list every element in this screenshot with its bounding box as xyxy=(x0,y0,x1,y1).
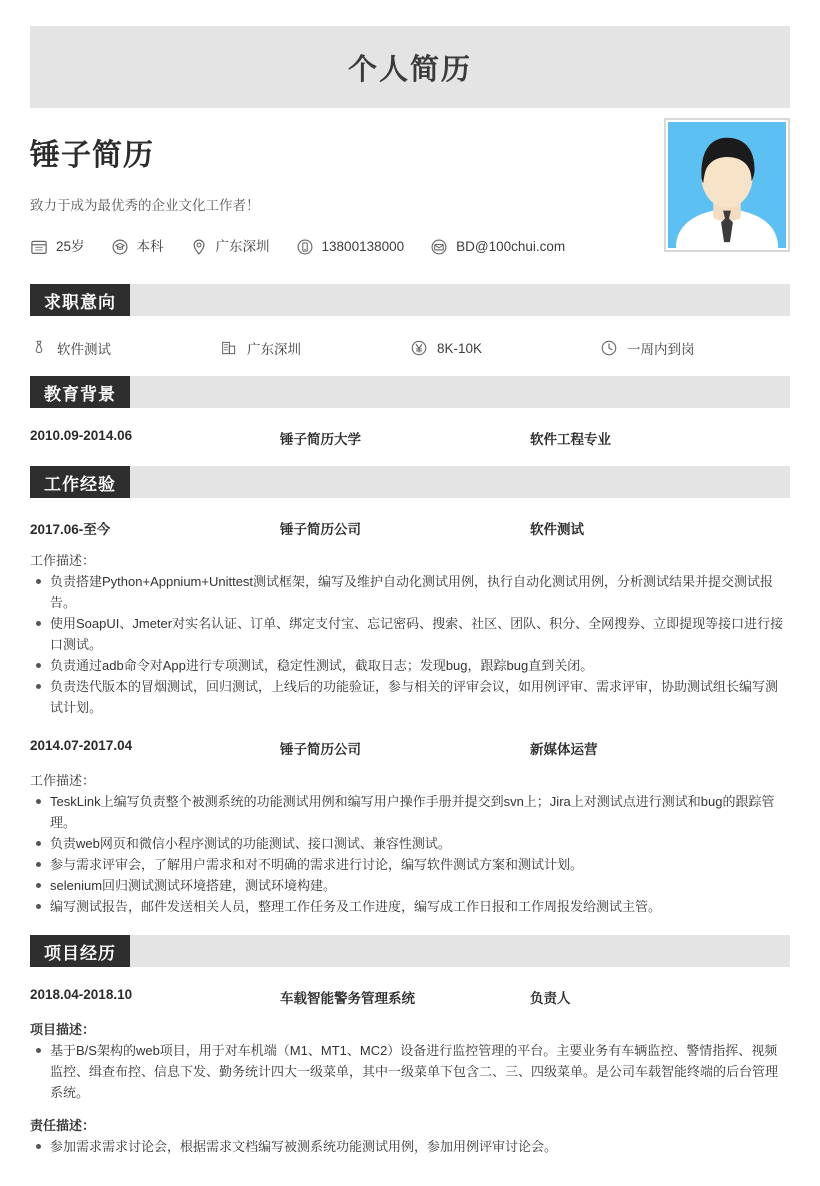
list-item: 负责通过adb命令对App进行专项测试，稳定性测试，截取日志；发现bug，跟踪bug直到关闭。 xyxy=(30,655,790,676)
list-item: selenium回归测试测试环境搭建，测试环境构建。 xyxy=(30,875,790,896)
contact-location xyxy=(190,238,270,256)
work-desc-label: 工作描述： xyxy=(30,773,96,788)
location-pin-icon xyxy=(190,238,208,256)
avatar-illustration xyxy=(668,122,786,248)
list-item: 参与需求评审会，了解用户需求和对不明确的需求进行讨论，编写软件测试方案和测试计划。 xyxy=(30,854,790,875)
education-school: 锤子简历大学 xyxy=(280,432,361,447)
candidate-name: 锤子简历 xyxy=(30,139,154,172)
section-bar-fill xyxy=(130,466,790,498)
avatar xyxy=(664,118,790,252)
contact-email-value: BD@100chui.com xyxy=(456,239,566,254)
education-major: 软件工程专业 xyxy=(530,432,611,447)
section-bar-fill xyxy=(130,376,790,408)
list-item: 负责搭建Python+Appnium+Unittest测试框架，编写及维护自动化测试用例，执行自动化测试用例，分析测试结果并提交测试报告。 xyxy=(30,571,790,613)
section-header-job-intention xyxy=(30,284,790,316)
intent-salary xyxy=(410,339,600,357)
list-item: 负责迭代版本的冒烟测试，回归测试，上线后的功能验证，参与相关的评审会议，如用例评审、需求评审，协助测试组长编写测试计划。 xyxy=(30,676,790,718)
yen-icon xyxy=(410,339,428,357)
list-item: 编写测试报告，邮件发送相关人员，整理工作任务及工作进度，编写成工作日报和工作周报发给测试主管。 xyxy=(30,896,790,917)
work-period: 2017.06-至今 xyxy=(30,522,111,537)
envelope-icon xyxy=(430,238,448,256)
contact-education xyxy=(111,238,164,256)
section-header-education xyxy=(30,376,790,408)
project-name: 车载智能警务管理系统 xyxy=(280,991,415,1006)
resume-page xyxy=(0,26,820,1186)
intent-city xyxy=(220,338,410,358)
work-bullet-list xyxy=(30,571,790,718)
contact-age xyxy=(30,238,85,256)
intent-availability xyxy=(600,338,790,358)
education-entry-row xyxy=(30,428,790,448)
phone-icon xyxy=(296,238,314,256)
list-item: 使用SoapUI、Jmeter对实名认证、订单、绑定支付宝、忘记密码、搜索、社区、团队、积分、全网搜券、立即提现等接口进行接口测试。 xyxy=(30,613,790,655)
work-company: 锤子简历公司 xyxy=(280,742,361,757)
page-title: 个人简历 xyxy=(347,53,472,86)
work-desc-label: 工作描述： xyxy=(30,553,96,568)
section-title-education: 教育背景 xyxy=(30,376,130,408)
tie-icon xyxy=(30,339,48,357)
intent-availability-value: 一周内到岗 xyxy=(627,342,695,357)
contact-phone-value: 13800138000 xyxy=(321,239,405,254)
work-period: 2014.07-2017.04 xyxy=(30,738,133,753)
duty-bullet-list xyxy=(30,1136,790,1157)
job-intention-row xyxy=(30,338,790,358)
list-item: TeskLink上编写负责整个被测系统的功能测试用例和编写用户操作手册并提交到svn上；Jira上对测试点进行测试和bug的跟踪管理。 xyxy=(30,791,790,833)
contact-age-value: 25岁 xyxy=(56,239,85,254)
contact-education-value: 本科 xyxy=(136,239,164,254)
work-role: 新媒体运营 xyxy=(530,742,598,757)
section-title-job-intention: 求职意向 xyxy=(30,284,130,316)
section-bar-fill xyxy=(130,935,790,967)
clock-icon xyxy=(600,339,618,357)
resume-title-banner xyxy=(30,26,790,108)
calendar-icon xyxy=(30,238,48,256)
identity-block xyxy=(30,108,790,266)
work-company: 锤子简历公司 xyxy=(280,522,361,537)
project-role: 负责人 xyxy=(530,991,571,1006)
intent-position-value: 软件测试 xyxy=(57,342,111,357)
contact-email xyxy=(430,238,565,256)
intent-position xyxy=(30,338,220,358)
intent-city-value: 广东深圳 xyxy=(247,342,301,357)
project-desc-label: 项目描述： xyxy=(30,1022,96,1037)
list-item: 负责web网页和微信小程序测试的功能测试、接口测试、兼容性测试。 xyxy=(30,833,790,854)
section-bar-fill xyxy=(130,284,790,316)
project-entry-row xyxy=(30,987,790,1007)
work-role: 软件测试 xyxy=(530,522,584,537)
graduation-cap-icon xyxy=(111,238,129,256)
list-item: 基于B/S架构的web项目，用于对车机端（M1、MT1、MC2）设备进行监控管理的平台。主要业务有车辆监控、警情指挥、视频监控、缉查布控、信息下发、勤务统计四大一级菜单，其中一级菜单下包含二、三、四级菜单。是公司车载智能终端的后台管理系统。 xyxy=(30,1040,790,1103)
duty-desc-label: 责任描述： xyxy=(30,1118,96,1133)
section-title-work-experience: 工作经验 xyxy=(30,466,130,498)
contact-location-value: 广东深圳 xyxy=(215,239,270,254)
contact-phone xyxy=(296,238,405,256)
intent-salary-value: 8K-10K xyxy=(437,340,483,356)
list-item: 参加需求需求讨论会，根据需求文档编写被测系统功能测试用例，参加用例评审讨论会。 xyxy=(30,1136,790,1157)
candidate-tagline: 致力于成为最优秀的企业文化工作者！ xyxy=(30,198,260,213)
education-period: 2010.09-2014.06 xyxy=(30,428,133,443)
project-bullet-list xyxy=(30,1040,790,1103)
project-period: 2018.04-2018.10 xyxy=(30,987,133,1002)
building-icon xyxy=(220,339,238,357)
work-entry-row xyxy=(30,738,790,758)
work-entry-row xyxy=(30,518,790,538)
work-bullet-list xyxy=(30,791,790,917)
section-title-project-experience: 项目经历 xyxy=(30,935,130,967)
section-header-work-experience xyxy=(30,466,790,498)
section-header-project-experience xyxy=(30,935,790,967)
